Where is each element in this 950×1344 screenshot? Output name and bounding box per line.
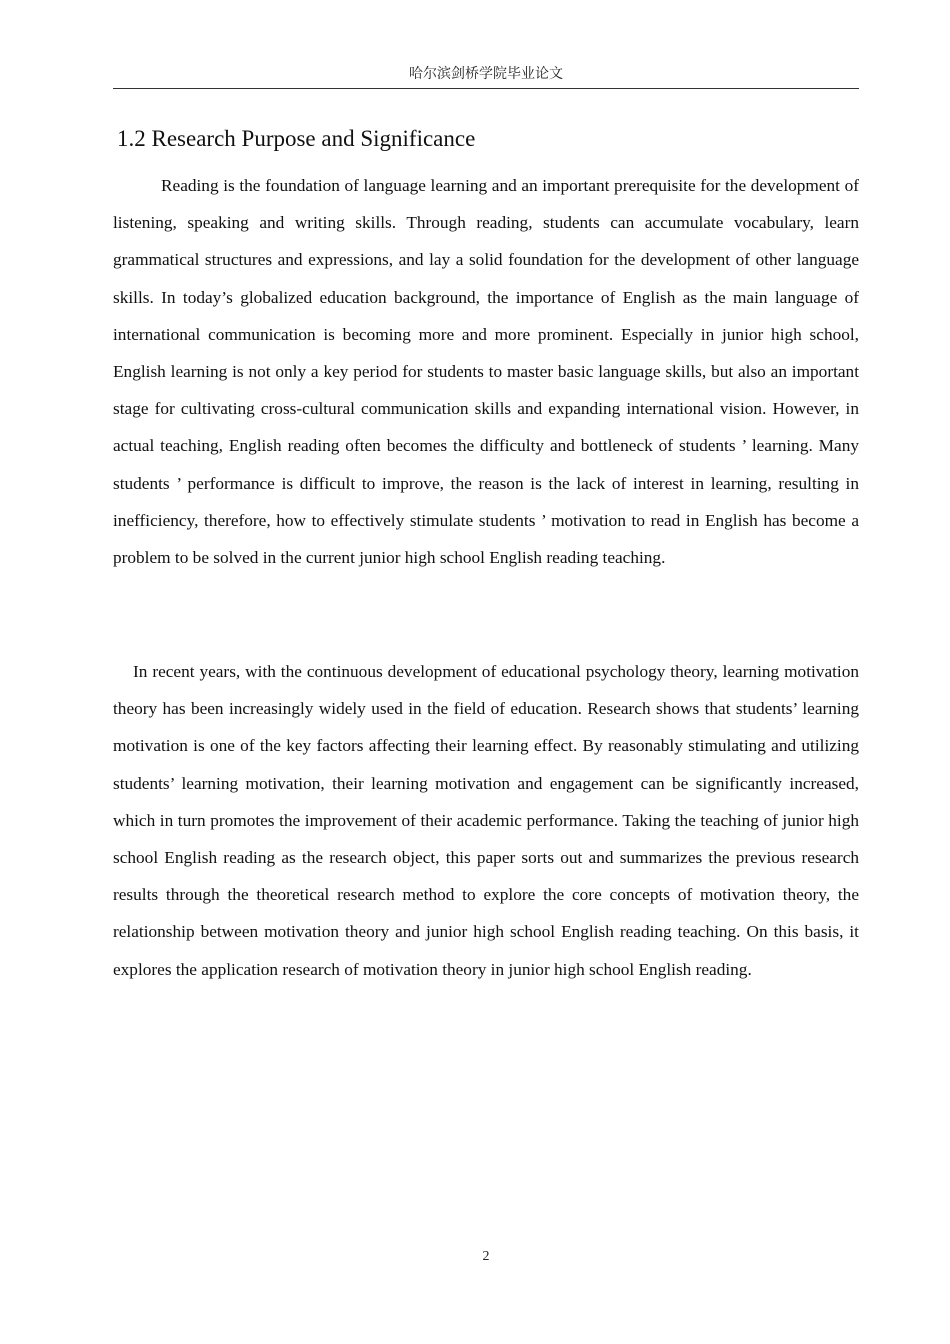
body-paragraph: In recent years, with the continuous development of educational psychology theory, learning motivation theory has been increasingly widely used in the field of education. Research shows that students’ learning motivation is one of the key factors affecting their learning effect. By reasonably stimulating and utilizing students’ learning motivation, their learning motivation and engagement can be significantly increased, which in turn promotes the improvement of their academic performance. Taking the teaching of junior high school English reading as the research object, this paper sorts out and summarizes the previous research results through the theoretical research method to explore the core concepts of motivation theory, the relationship between motivation theory and junior high school English reading teaching. On this basis, it explores the application research of motivation theory in junior high school English reading.	[113, 662, 859, 979]
section-heading: 1.2 Research Purpose and Significance	[117, 126, 476, 151]
body-paragraph: Reading is the foundation of language learning and an important prerequisite for the development of listening, speaking and writing skills. Through reading, students can accumulate vocabulary, learn grammatical structures and expressions, and lay a solid foundation for the development of other language skills. In today’s globalized education background, the importance of English as the main language of international communication is becoming more and more prominent. Especially in junior high school, English learning is not only a key period for students to master basic language skills, but also an important stage for cultivating cross-cultural communication skills and expanding international vision. However, in actual teaching, English reading often becomes the difficulty and bottleneck of students ’ learning. Many students ’ performance is difficult to improve, the reason is the lack of interest in learning, resulting in inefficiency, therefore, how to effectively stimulate students ’ motivation to read in English has become a problem to be solved in the current junior high school English reading teaching.	[113, 176, 859, 568]
header-rule	[113, 88, 859, 89]
running-header: 哈尔滨剑桥学院毕业论文	[409, 66, 563, 82]
page-number: 2	[482, 1249, 490, 1264]
